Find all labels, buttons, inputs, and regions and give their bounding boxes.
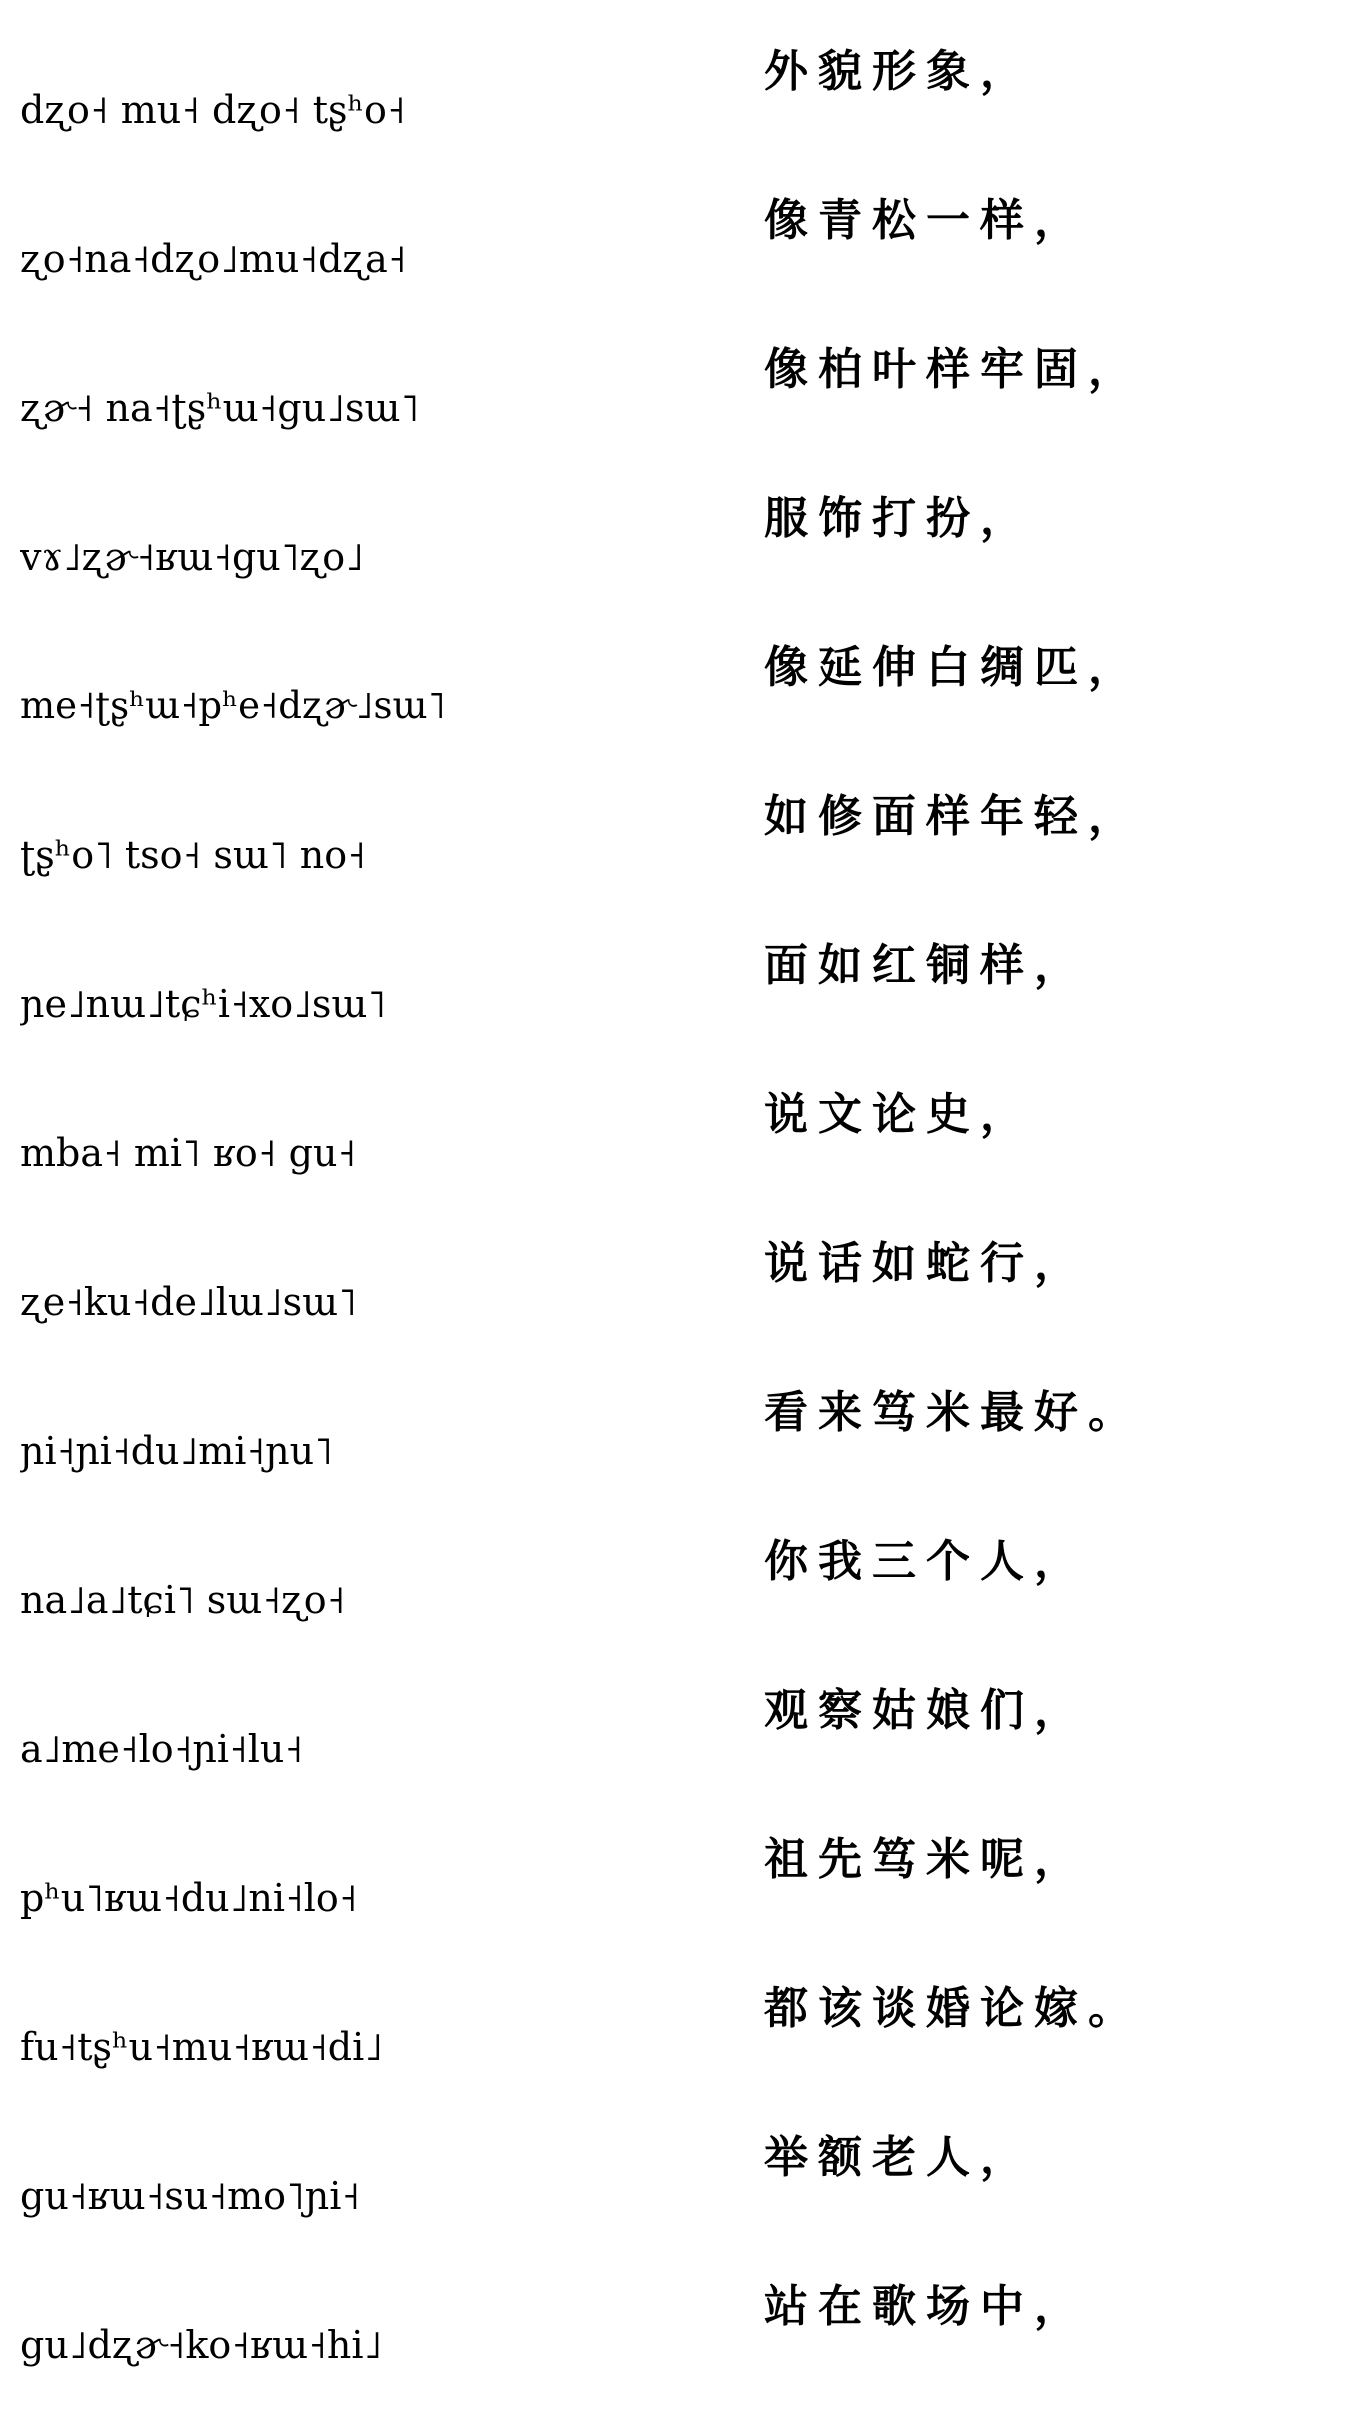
script-block xyxy=(20,1796,450,1948)
script-block xyxy=(20,902,450,1054)
chinese-translation: 祖先笃米呢， xyxy=(764,1834,1088,1885)
script-glyph-line xyxy=(20,1504,450,1570)
script-block xyxy=(20,157,450,309)
script-glyph-line xyxy=(20,14,450,80)
verse-line xyxy=(0,1647,1359,1799)
verse-line xyxy=(0,157,1359,309)
script-glyph-line xyxy=(20,1653,450,1719)
verse-line xyxy=(0,8,1359,160)
romanization-line: dʐo˧ mu˧ dʐo˧ tʂʰo˧ xyxy=(20,88,406,132)
script-block xyxy=(20,604,450,756)
script-block xyxy=(20,455,450,607)
chinese-translation: 像延伸白绸匹， xyxy=(764,642,1142,693)
chinese-translation: 面如红铜样， xyxy=(764,940,1088,991)
verse-line xyxy=(0,306,1359,458)
script-glyph-line xyxy=(20,1206,450,1272)
script-block xyxy=(20,753,450,905)
verse-line xyxy=(0,2243,1359,2395)
script-glyph-line xyxy=(20,163,450,229)
script-glyph-line xyxy=(20,312,450,378)
chinese-translation: 观察姑娘们， xyxy=(764,1685,1088,1736)
script-block xyxy=(20,1051,450,1203)
chinese-translation: 像柏叶样牢固， xyxy=(764,344,1142,395)
romanization-line: ʈʂʰo˥ tso˧ sɯ˥ no˧ xyxy=(20,833,366,877)
script-glyph-line xyxy=(20,1057,450,1123)
script-glyph-line xyxy=(20,610,450,676)
script-glyph-line xyxy=(20,1951,450,2017)
romanization-line: pʰu˥ʁɯ˧du˩ni˧lo˧ xyxy=(20,1876,358,1920)
romanization-line: gu˩dʐɚ˧ko˧ʁɯ˧hi˩ xyxy=(20,2323,383,2367)
script-block xyxy=(20,1200,450,1352)
romanization-line: mba˧ mi˥ ʁo˧ gu˧ xyxy=(20,1131,357,1175)
script-block xyxy=(20,1647,450,1799)
romanization-line: ɲe˩nɯ˩tɕʰi˧xo˩sɯ˥ xyxy=(20,982,387,1026)
script-glyph-line xyxy=(20,759,450,825)
romanization-line: ʐe˧ku˧de˩lɯ˩sɯ˥ xyxy=(20,1280,357,1324)
chinese-translation: 看来笃米最好。 xyxy=(764,1387,1142,1438)
script-glyph-line xyxy=(20,1802,450,1868)
script-block xyxy=(20,1498,450,1650)
chinese-translation: 外貌形象， xyxy=(764,46,1034,97)
chinese-translation: 说文论史， xyxy=(764,1089,1034,1140)
verse-line xyxy=(0,753,1359,905)
script-glyph-line xyxy=(20,2249,450,2315)
verse-line xyxy=(0,1349,1359,1501)
romanization-line: fu˧tʂʰu˧mu˧ʁɯ˧di˩ xyxy=(20,2025,384,2069)
script-glyph-line xyxy=(20,2100,450,2166)
verse-line xyxy=(0,902,1359,1054)
chinese-translation: 举额老人， xyxy=(764,2132,1034,2183)
chinese-translation: 说话如蛇行， xyxy=(764,1238,1088,1289)
verse-line xyxy=(0,1498,1359,1650)
verse-line xyxy=(0,455,1359,607)
script-block xyxy=(20,1349,450,1501)
verse-line xyxy=(0,1945,1359,2097)
romanization-line: me˧ʈʂʰɯ˧pʰe˧dʐɚ˩sɯ˥ xyxy=(20,684,446,727)
script-block xyxy=(20,2094,450,2246)
script-block xyxy=(20,306,450,458)
chinese-translation: 如修面样年轻， xyxy=(764,791,1142,842)
romanization-line: gu˧ʁɯ˧su˧mo˥ɲi˧ xyxy=(20,2174,361,2218)
script-glyph-line xyxy=(20,461,450,527)
romanization-line: ʐo˧na˧dʐo˩mu˧dʐa˧ xyxy=(20,237,407,281)
verse-line xyxy=(0,1051,1359,1203)
romanization-line: ɲi˧ɲi˧du˩mi˧ɲu˥ xyxy=(20,1429,333,1473)
romanization-line: ʐɚ˧ na˧ʈʂʰɯ˧gu˩sɯ˥ xyxy=(20,386,420,430)
chinese-translation: 你我三个人， xyxy=(764,1536,1088,1587)
script-block xyxy=(20,8,450,160)
script-glyph-line xyxy=(20,908,450,974)
chinese-translation: 服饰打扮， xyxy=(764,493,1034,544)
romanization-line: vɤ˩ʐɚ˧ʁɯ˧gu˥ʐo˩ xyxy=(20,535,364,579)
chinese-translation: 都该谈婚论嫁。 xyxy=(764,1983,1142,2034)
chinese-translation: 像青松一样， xyxy=(764,195,1088,246)
verse-line xyxy=(0,1796,1359,1948)
verse-line xyxy=(0,1200,1359,1352)
verse-line xyxy=(0,2094,1359,2246)
chinese-translation: 站在歌场中， xyxy=(764,2281,1088,2332)
script-block xyxy=(20,2243,450,2395)
romanization-line: a˩me˧lo˧ɲi˧lu˧ xyxy=(20,1727,304,1771)
script-block xyxy=(20,1945,450,2097)
romanization-line: na˩a˩tɕi˥ sɯ˧ʐo˧ xyxy=(20,1578,346,1622)
verse-line xyxy=(0,604,1359,756)
script-glyph-line xyxy=(20,1355,450,1421)
